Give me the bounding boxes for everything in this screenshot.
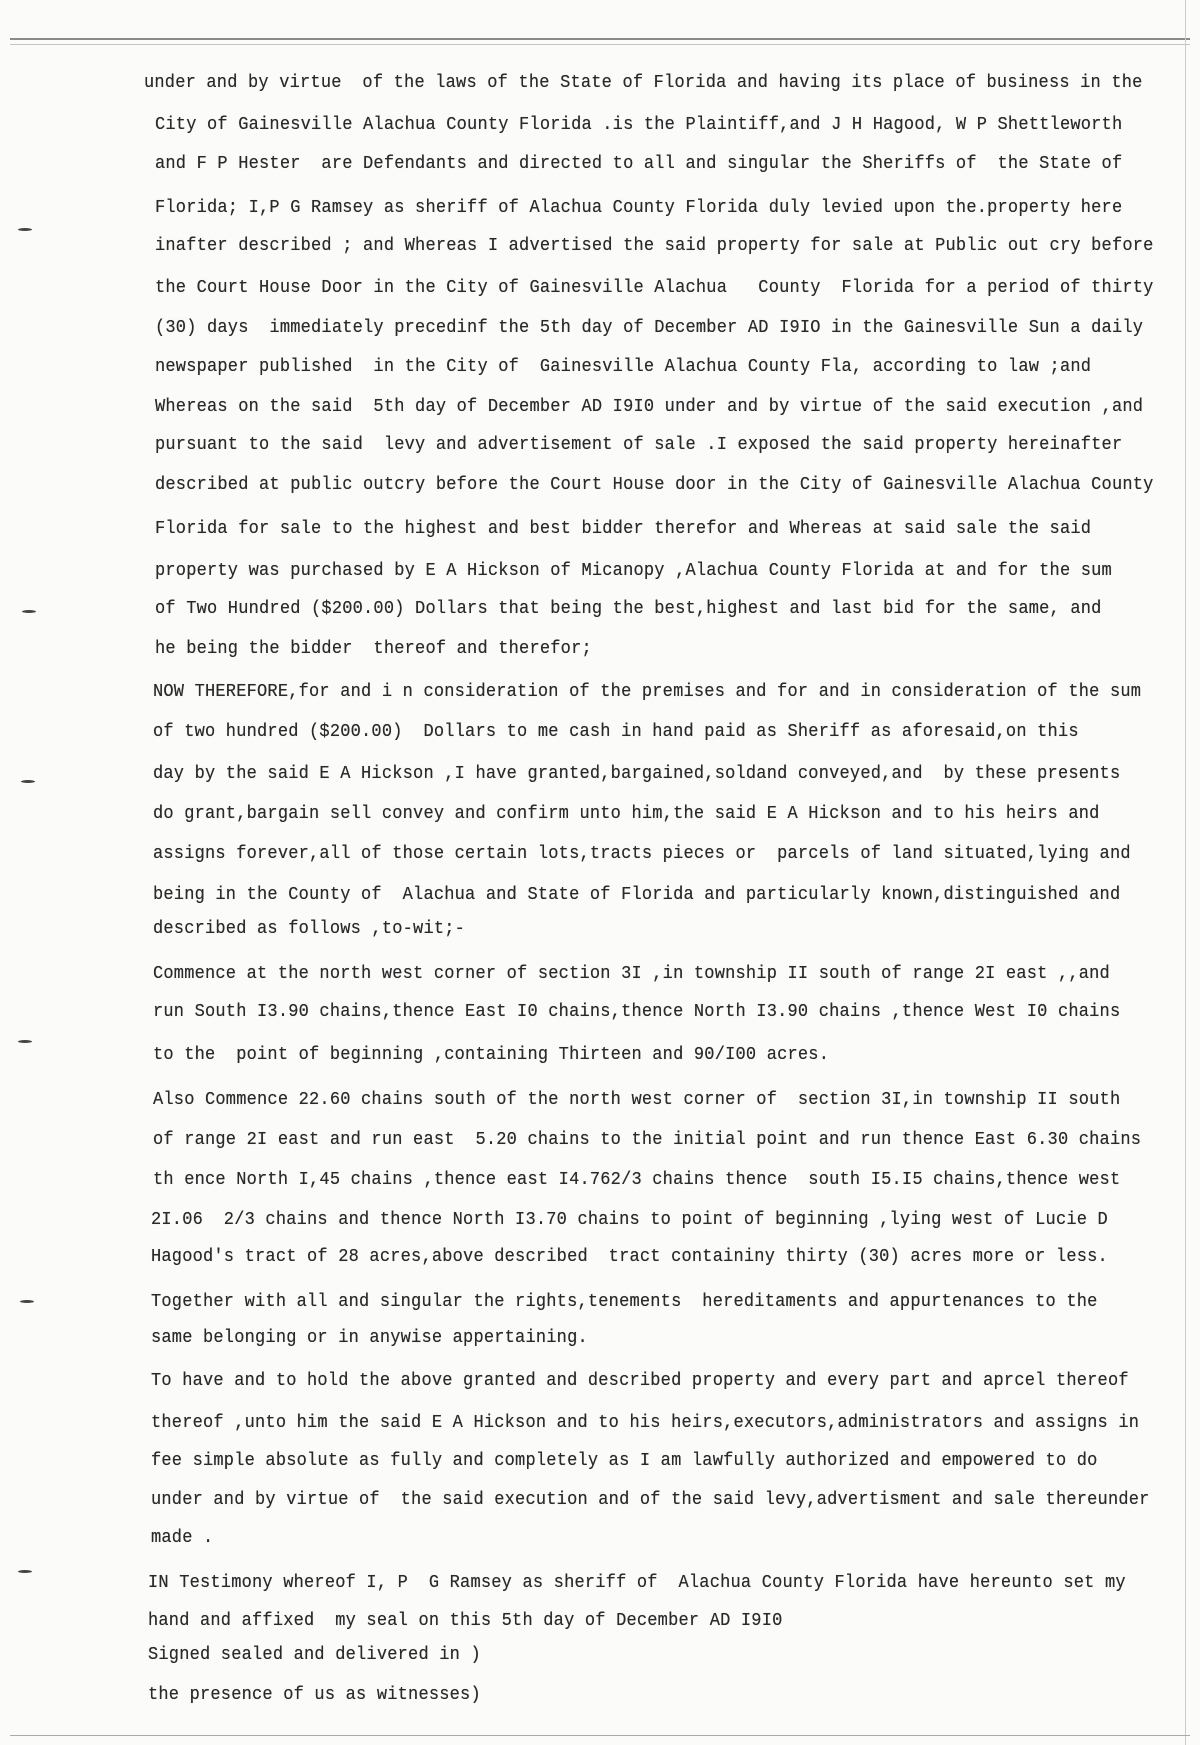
text-line: property was purchased by E A Hickson of Micanopy ,Alachua County Florida at and for the sum xyxy=(155,561,1112,582)
text-line: Whereas on the said 5th day of December AD I9I0 under and by virtue of the said execution ,and xyxy=(155,397,1144,418)
scan-speck xyxy=(20,1300,34,1303)
text-line: and F P Hester are Defendants and directed to all and singular the Sheriffs of the State of xyxy=(155,154,1123,175)
text-line: Signed sealed and delivered in ) xyxy=(148,1645,481,1666)
text-line: 2I.06 2/3 chains and thence North I3.70 chains to point of beginning ,lying west of Lucie D xyxy=(151,1210,1108,1231)
text-line: described at public outcry before the Court House door in the City of Gainesville Alachua County xyxy=(155,475,1154,496)
text-line: NOW THEREFORE,for and i n consideration of the premises and for and in consideration of the sum xyxy=(153,682,1142,703)
text-line: City of Gainesville Alachua County Florida .is the Plaintiff,and J H Hagood, W P Shettleworth xyxy=(155,115,1123,136)
scan-speck xyxy=(18,1040,32,1043)
text-line: under and by virtue of the said execution and of the said levy,advertisment and sale thereunder xyxy=(151,1490,1150,1511)
text-line: To have and to hold the above granted and described property and every part and aprcel thereof xyxy=(151,1371,1129,1392)
text-line: he being the bidder thereof and therefor; xyxy=(155,639,592,660)
scan-speck xyxy=(18,228,32,231)
text-line: thereof ,unto him the said E A Hickson and to his heirs,executors,administrators and assigns in xyxy=(151,1413,1140,1434)
text-line: Florida; I,P G Ramsey as sheriff of Alachua County Florida duly levied upon the.property here xyxy=(155,198,1123,219)
text-line: inafter described ; and Whereas I advertised the said property for sale at Public out cry before xyxy=(155,236,1154,257)
text-line: Hagood's tract of 28 acres,above described tract containiny thirty (30) acres more or less. xyxy=(151,1247,1108,1268)
text-line: of range 2I east and run east 5.20 chains to the initial point and run thence East 6.30 chains xyxy=(153,1130,1142,1151)
text-line: do grant,bargain sell convey and confirm unto him,the said E A Hickson and to his heirs and xyxy=(153,804,1100,825)
text-line: run South I3.90 chains,thence East I0 chains,thence North I3.90 chains ,thence West I0 chains xyxy=(153,1002,1121,1023)
scan-speck xyxy=(22,610,36,613)
text-line: made . xyxy=(151,1528,214,1549)
text-line: pursuant to the said levy and advertisement of sale .I exposed the said property hereinafter xyxy=(155,435,1123,456)
scan-speck xyxy=(18,1570,32,1573)
text-line: Commence at the north west corner of section 3I ,in township II south of range 2I east ,,and xyxy=(153,964,1110,985)
top-rule-secondary xyxy=(10,44,1190,45)
scan-speck xyxy=(21,780,35,783)
text-line: of Two Hundred ($200.00) Dollars that being the best,highest and last bid for the same, and xyxy=(155,599,1102,620)
text-line: Together with all and singular the rights,tenements hereditaments and appurtenances to the xyxy=(151,1292,1098,1313)
text-line: the Court House Door in the City of Gainesville Alachua County Florida for a period of thirty xyxy=(155,278,1154,299)
text-line: being in the County of Alachua and State of Florida and particularly known,distinguished and xyxy=(153,885,1121,906)
top-rule xyxy=(10,38,1190,40)
text-line: of two hundred ($200.00) Dollars to me cash in hand paid as Sheriff as aforesaid,on this xyxy=(153,722,1079,743)
text-line: Florida for sale to the highest and best bidder therefor and Whereas at said sale the said xyxy=(155,519,1092,540)
text-line: the presence of us as witnesses) xyxy=(148,1685,481,1706)
page-edge xyxy=(1185,0,1186,1745)
text-line: assigns forever,all of those certain lots,tracts pieces or parcels of land situated,lying and xyxy=(153,844,1131,865)
text-line: (30) days immediately precedinf the 5th day of December AD I9IO in the Gainesville Sun a daily xyxy=(155,318,1144,339)
text-line: under and by virtue of the laws of the State of Florida and having its place of business in the xyxy=(144,73,1143,94)
text-line: day by the said E A Hickson ,I have granted,bargained,soldand conveyed,and by these presents xyxy=(153,764,1121,785)
text-line: th ence North I,45 chains ,thence east I4.762/3 chains thence south I5.I5 chains,thence west xyxy=(153,1170,1121,1191)
text-line: to the point of beginning ,containing Thirteen and 90/I00 acres. xyxy=(153,1045,830,1066)
text-line: same belonging or in anywise appertaining. xyxy=(151,1328,588,1349)
bottom-rule xyxy=(10,1735,1190,1736)
text-line: fee simple absolute as fully and completely as I am lawfully authorized and empowered to do xyxy=(151,1451,1098,1472)
text-line: Also Commence 22.60 chains south of the north west corner of section 3I,in township II south xyxy=(153,1090,1121,1111)
text-line: newspaper published in the City of Gainesville Alachua County Fla, according to law ;and xyxy=(155,357,1092,378)
text-line: hand and affixed my seal on this 5th day of December AD I9I0 xyxy=(148,1611,783,1632)
text-line: described as follows ,to-wit;- xyxy=(153,919,466,940)
text-line: IN Testimony whereof I, P G Ramsey as sheriff of Alachua County Florida have hereunto set my xyxy=(148,1573,1126,1594)
